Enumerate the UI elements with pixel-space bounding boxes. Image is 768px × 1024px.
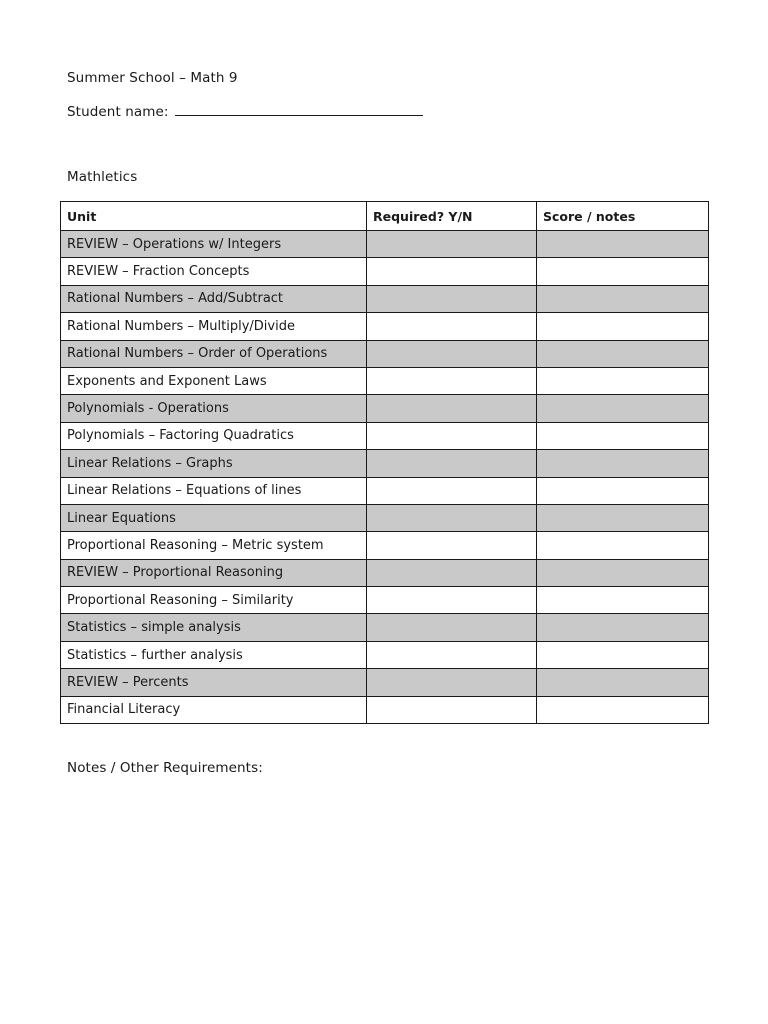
- unit-cell: Rational Numbers – Add/Subtract: [61, 285, 367, 312]
- score-cell[interactable]: [537, 231, 709, 258]
- unit-cell: Linear Equations: [61, 504, 367, 531]
- required-cell[interactable]: [367, 587, 537, 614]
- table-row: [61, 313, 709, 340]
- required-cell[interactable]: [367, 532, 537, 559]
- score-cell[interactable]: [537, 313, 709, 340]
- unit-cell: Exponents and Exponent Laws: [61, 367, 367, 394]
- table-row: [61, 504, 709, 531]
- unit-cell: Statistics – further analysis: [61, 641, 367, 668]
- score-cell[interactable]: [537, 395, 709, 422]
- required-cell[interactable]: [367, 614, 537, 641]
- required-cell[interactable]: [367, 696, 537, 723]
- unit-cell: REVIEW – Proportional Reasoning: [61, 559, 367, 586]
- unit-cell: Polynomials - Operations: [61, 395, 367, 422]
- section-heading: Mathletics: [67, 169, 138, 185]
- table-row: [61, 641, 709, 668]
- table-row: [61, 231, 709, 258]
- unit-cell: Statistics – simple analysis: [61, 614, 367, 641]
- required-cell[interactable]: [367, 504, 537, 531]
- score-cell[interactable]: [537, 340, 709, 367]
- table-body: [61, 231, 709, 724]
- unit-cell: REVIEW – Percents: [61, 669, 367, 696]
- student-name-blank[interactable]: [175, 103, 423, 116]
- required-cell[interactable]: [367, 367, 537, 394]
- score-cell[interactable]: [537, 532, 709, 559]
- table-row: [61, 367, 709, 394]
- required-cell[interactable]: [367, 231, 537, 258]
- score-cell[interactable]: [537, 559, 709, 586]
- score-cell[interactable]: [537, 285, 709, 312]
- unit-cell: Polynomials – Factoring Quadratics: [61, 422, 367, 449]
- score-cell[interactable]: [537, 614, 709, 641]
- required-cell[interactable]: [367, 258, 537, 285]
- table-row: [61, 532, 709, 559]
- required-cell[interactable]: [367, 340, 537, 367]
- table-header-row: [61, 202, 709, 231]
- unit-cell: REVIEW – Fraction Concepts: [61, 258, 367, 285]
- unit-cell: Proportional Reasoning – Similarity: [61, 587, 367, 614]
- unit-cell: Rational Numbers – Order of Operations: [61, 340, 367, 367]
- score-cell[interactable]: [537, 450, 709, 477]
- score-cell[interactable]: [537, 587, 709, 614]
- units-table: [60, 201, 709, 724]
- table-row: [61, 395, 709, 422]
- table-row: [61, 340, 709, 367]
- score-cell[interactable]: [537, 641, 709, 668]
- table-row: [61, 559, 709, 586]
- required-cell[interactable]: [367, 285, 537, 312]
- required-cell[interactable]: [367, 669, 537, 696]
- unit-cell: Rational Numbers – Multiply/Divide: [61, 313, 367, 340]
- table-row: [61, 614, 709, 641]
- required-cell[interactable]: [367, 477, 537, 504]
- table-row: [61, 422, 709, 449]
- required-cell[interactable]: [367, 559, 537, 586]
- table-row: [61, 696, 709, 723]
- notes-label: Notes / Other Requirements:: [67, 760, 263, 776]
- unit-cell: Proportional Reasoning – Metric system: [61, 532, 367, 559]
- required-cell[interactable]: [367, 450, 537, 477]
- score-cell[interactable]: [537, 669, 709, 696]
- unit-cell: REVIEW – Operations w/ Integers: [61, 231, 367, 258]
- score-cell[interactable]: [537, 422, 709, 449]
- score-cell[interactable]: [537, 367, 709, 394]
- table-row: [61, 285, 709, 312]
- document-title: Summer School – Math 9: [67, 70, 238, 86]
- unit-cell: Linear Relations – Equations of lines: [61, 477, 367, 504]
- column-header-unit: Unit: [61, 202, 367, 231]
- score-cell[interactable]: [537, 258, 709, 285]
- table-row: [61, 587, 709, 614]
- column-header-required: Required? Y/N: [367, 202, 537, 231]
- student-name-line: [67, 103, 423, 120]
- unit-cell: Linear Relations – Graphs: [61, 450, 367, 477]
- column-header-score: Score / notes: [537, 202, 709, 231]
- table-row: [61, 450, 709, 477]
- table-row: [61, 258, 709, 285]
- unit-cell: Financial Literacy: [61, 696, 367, 723]
- student-name-label: Student name:: [67, 104, 173, 120]
- required-cell[interactable]: [367, 422, 537, 449]
- score-cell[interactable]: [537, 477, 709, 504]
- required-cell[interactable]: [367, 395, 537, 422]
- score-cell[interactable]: [537, 696, 709, 723]
- table-row: [61, 477, 709, 504]
- required-cell[interactable]: [367, 313, 537, 340]
- table-row: [61, 669, 709, 696]
- score-cell[interactable]: [537, 504, 709, 531]
- required-cell[interactable]: [367, 641, 537, 668]
